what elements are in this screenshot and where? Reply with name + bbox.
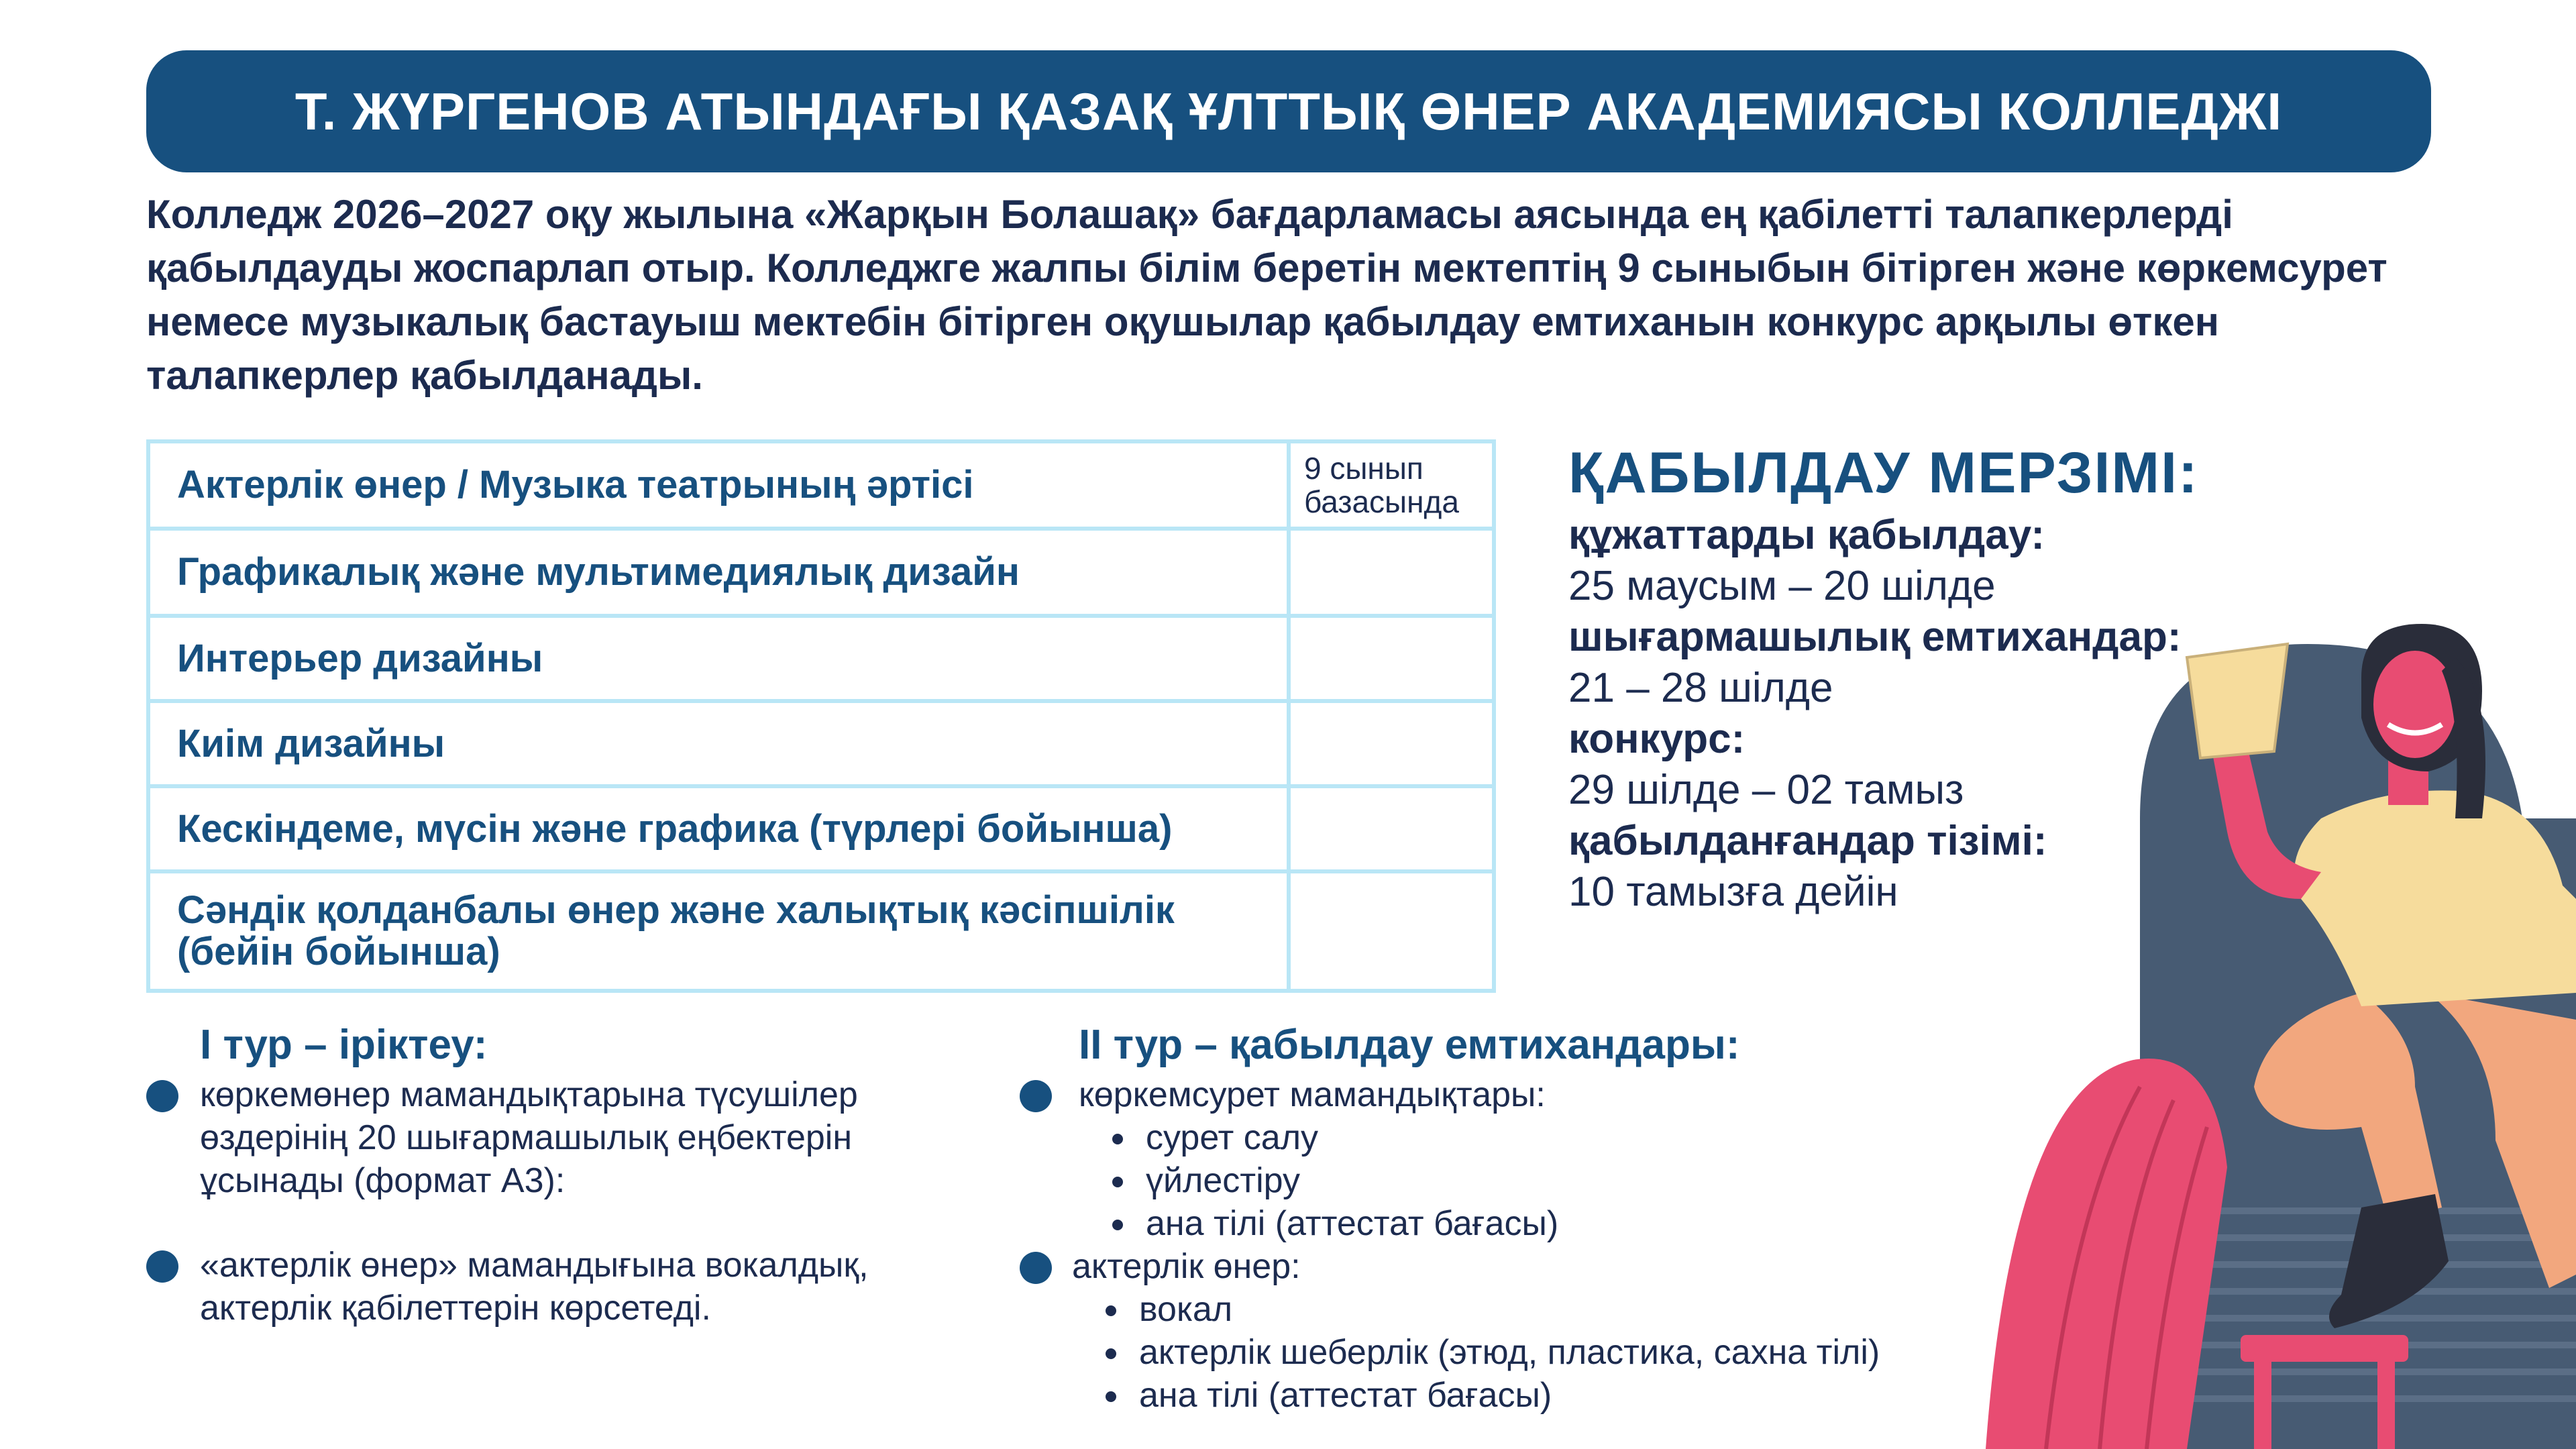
item-text: сурет салу [1146, 1118, 1319, 1157]
programs-table [146, 439, 1496, 993]
program-row-1: Актерлік өнер / Музыка театрының әртісі [150, 443, 1291, 531]
empty-cell [1291, 873, 1492, 989]
deadline-label-contest: конкурс: [1568, 716, 1746, 762]
bullet-dot-icon [146, 1080, 178, 1112]
empty-cell [1291, 788, 1492, 873]
round2-group-1 [1079, 1073, 2031, 1116]
round2-group-1-item [1146, 1116, 2031, 1159]
round2-group-1-label: көркемсурет мамандықтары: [1079, 1075, 1546, 1114]
bullet-dot-icon [1112, 1134, 1123, 1144]
round2-group-2-item [1139, 1288, 2031, 1331]
deadline-label-documents: құжаттарды қабылдау: [1568, 512, 2045, 558]
item-text: ана тілі (аттестат бағасы) [1139, 1376, 1552, 1415]
empty-cell [1291, 703, 1492, 788]
round1-bullet-2-text: «актерлік өнер» мамандығына вокалдық, актерлік қабілеттерін көрсетеді. [200, 1246, 869, 1328]
program-row-5: Кескіндеме, мүсін және графика (түрлері бойынша) [150, 788, 1291, 873]
deadline-label-list: қабылданғандар тізімі: [1568, 818, 2047, 864]
item-text: актерлік шеберлік (этюд, пластика, сахна тілі) [1139, 1333, 1880, 1372]
intro-paragraph: Колледж 2026–2027 оқу жылына «Жарқын Болашақ» бағдарламасы аясында ең қабілетті талапкерлерді қабылдауды жоспарлап отыр. Колледжге жалпы білім беретін мектептің 9 сыныбын бітірген және көркемсурет немесе музыкалық бастауыш мектебін бітірген оқушылар қабылдау емтиханын конкурс арқылы өткен талапкерлер қабылданады. [146, 192, 2387, 398]
round1-bullet-2 [200, 1244, 1005, 1330]
program-base-note: 9 сынып базасында [1291, 443, 1492, 531]
bullet-dot-icon [1106, 1305, 1116, 1316]
bullet-dot-icon [1106, 1348, 1116, 1359]
round2-group-1-list [1079, 1116, 2031, 1245]
bullet-dot-icon [1020, 1252, 1052, 1284]
round2-group-2-list [1079, 1288, 2031, 1417]
bullet-dot-icon [1112, 1220, 1123, 1230]
deadline-title: ҚАБЫЛДАУ МЕРЗІМІ: [1568, 441, 2199, 505]
item-text: вокал [1139, 1290, 1233, 1329]
round1-title: І тур – іріктеу: [200, 1022, 488, 1068]
program-row-6: Сәндік қолданбалы өнер және халықтық кәсіпшілік (бейін бойынша) [150, 873, 1291, 989]
title-banner [146, 50, 2431, 172]
round2-group-2-item [1139, 1374, 2031, 1417]
round1-bullet-1 [200, 1073, 1005, 1202]
bullet-dot-icon [1020, 1080, 1052, 1112]
bullet-dot-icon [146, 1250, 178, 1283]
item-text: ана тілі (аттестат бағасы) [1146, 1204, 1559, 1243]
round2-group-1-item [1146, 1159, 2031, 1202]
round1-section [200, 1018, 1005, 1330]
performer-illustration [1986, 617, 2576, 1449]
empty-cell [1291, 618, 1492, 703]
bullet-dot-icon [1106, 1391, 1116, 1402]
deadline-value-exams: 21 – 28 шілде [1568, 665, 1833, 711]
deadline-value-list: 10 тамызға дейін [1568, 869, 1898, 915]
round1-bullet-1-text: көркемөнер мамандықтарына түсушілер өздерінің 20 шығармашылық еңбектерін ұсынады (формат А3): [200, 1075, 858, 1200]
bullet-dot-icon [1112, 1177, 1123, 1187]
deadline-value-documents: 25 маусым – 20 шілде [1568, 563, 1996, 609]
program-row-4: Киім дизайны [150, 703, 1291, 788]
round2-section [1072, 1018, 2031, 1417]
program-row-2: Графикалық және мультимедиялық дизайн [150, 531, 1291, 618]
round2-group-1-item [1146, 1202, 2031, 1245]
round2-group-2-item [1139, 1331, 2031, 1374]
round2-group-2-label: актерлік өнер: [1072, 1247, 1301, 1286]
deadline-label-exams: шығармашылық емтихандар: [1568, 614, 2182, 660]
page-title: Т. ЖҮРГЕНОВ АТЫНДАҒЫ ҚАЗАҚ ҰЛТТЫҚ ӨНЕР АКАДЕМИЯСЫ КОЛЛЕДЖІ [294, 81, 2283, 141]
item-text: үйлестіру [1146, 1161, 1301, 1200]
program-row-3: Интерьер дизайны [150, 618, 1291, 703]
empty-cell [1291, 531, 1492, 618]
round2-group-2 [1072, 1245, 2031, 1288]
round2-title: ІІ тур – қабылдау емтихандары: [1079, 1022, 1740, 1068]
deadline-value-contest: 29 шілде – 02 тамыз [1568, 767, 1964, 813]
